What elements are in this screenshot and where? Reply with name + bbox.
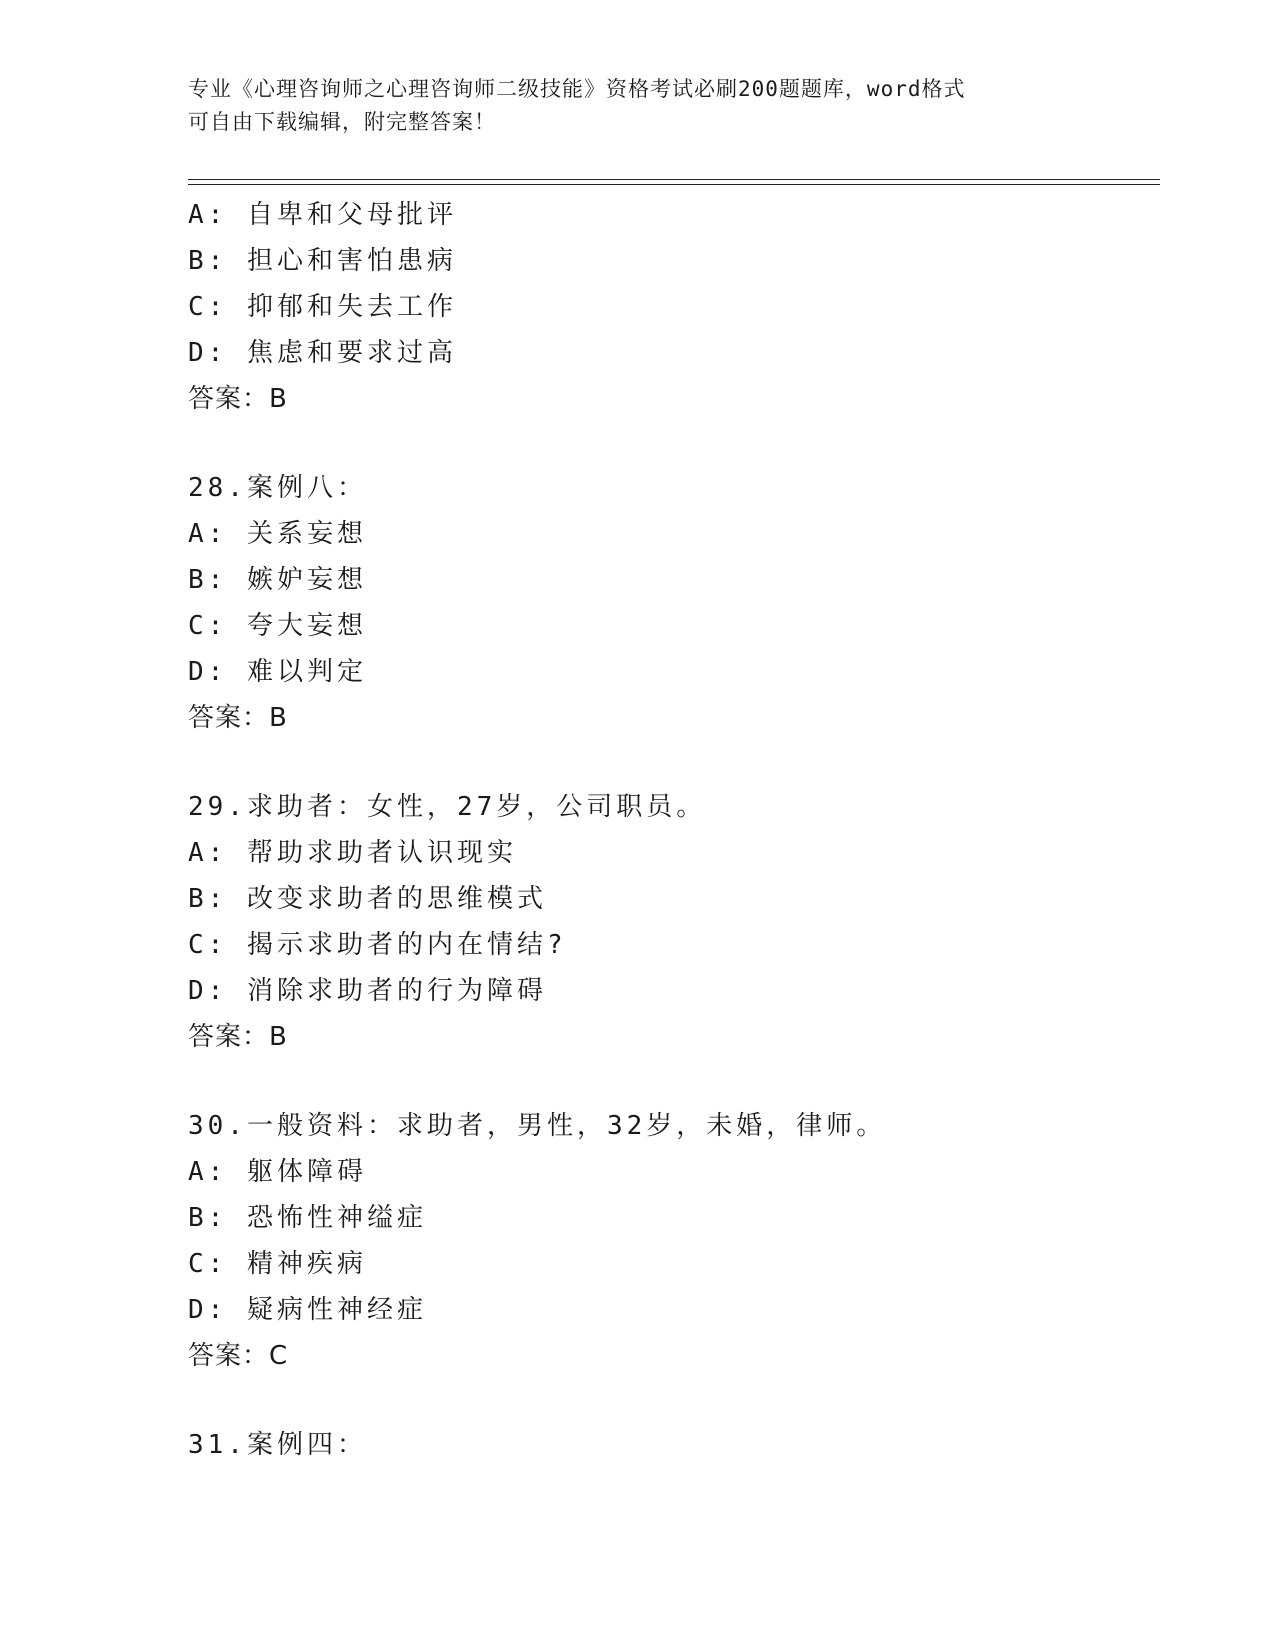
- question-block: [188, 192, 1160, 422]
- question-list: [188, 192, 1160, 1468]
- option-d: D: 消除求助者的行为障碍: [188, 976, 547, 1006]
- document-header: [188, 73, 1088, 139]
- spacer: [188, 1379, 1160, 1422]
- answer-line: 答案：B: [188, 384, 288, 414]
- header-line-1: 专业《心理咨询师之心理咨询师二级技能》资格考试必刷200题题库，word格式: [188, 77, 966, 101]
- option-b: B: 恐怖性神缢症: [188, 1203, 427, 1233]
- option-a: A: 帮助求助者认识现实: [188, 838, 517, 868]
- header-divider: [188, 179, 1160, 185]
- question-title: 30.一般资料：求助者，男性，32岁，未婚，律师。: [188, 1111, 887, 1141]
- option-a: A: 躯体障碍: [188, 1157, 367, 1187]
- option-b: B: 担心和害怕患病: [188, 246, 457, 276]
- answer-line: 答案：C: [188, 1341, 289, 1371]
- option-d: D: 焦虑和要求过高: [188, 338, 457, 368]
- option-a: A: 自卑和父母批评: [188, 200, 457, 230]
- option-b: B: 嫉妒妄想: [188, 565, 367, 595]
- spacer: [188, 741, 1160, 784]
- option-b: B: 改变求助者的思维模式: [188, 884, 547, 914]
- answer-line: 答案：B: [188, 703, 288, 733]
- spacer: [188, 1060, 1160, 1103]
- option-c: C: 揭示求助者的内在情结?: [188, 930, 567, 960]
- option-c: C: 精神疾病: [188, 1249, 367, 1279]
- option-c: C: 抑郁和失去工作: [188, 292, 457, 322]
- question-title: 29.求助者：女性，27岁，公司职员。: [188, 792, 707, 822]
- option-d: D: 难以判定: [188, 657, 367, 687]
- answer-line: 答案：B: [188, 1022, 288, 1052]
- header-line-2: 可自由下载编辑，附完整答案！: [188, 110, 496, 134]
- option-d: D: 疑病性神经症: [188, 1295, 427, 1325]
- question-block: [188, 1103, 1160, 1379]
- question-block: [188, 1422, 1160, 1468]
- spacer: [188, 422, 1160, 465]
- question-block: [188, 465, 1160, 741]
- question-title: 28.案例八：: [188, 473, 367, 503]
- option-a: A: 关系妄想: [188, 519, 367, 549]
- option-c: C: 夸大妄想: [188, 611, 367, 641]
- question-block: [188, 784, 1160, 1060]
- question-title: 31.案例四：: [188, 1430, 367, 1460]
